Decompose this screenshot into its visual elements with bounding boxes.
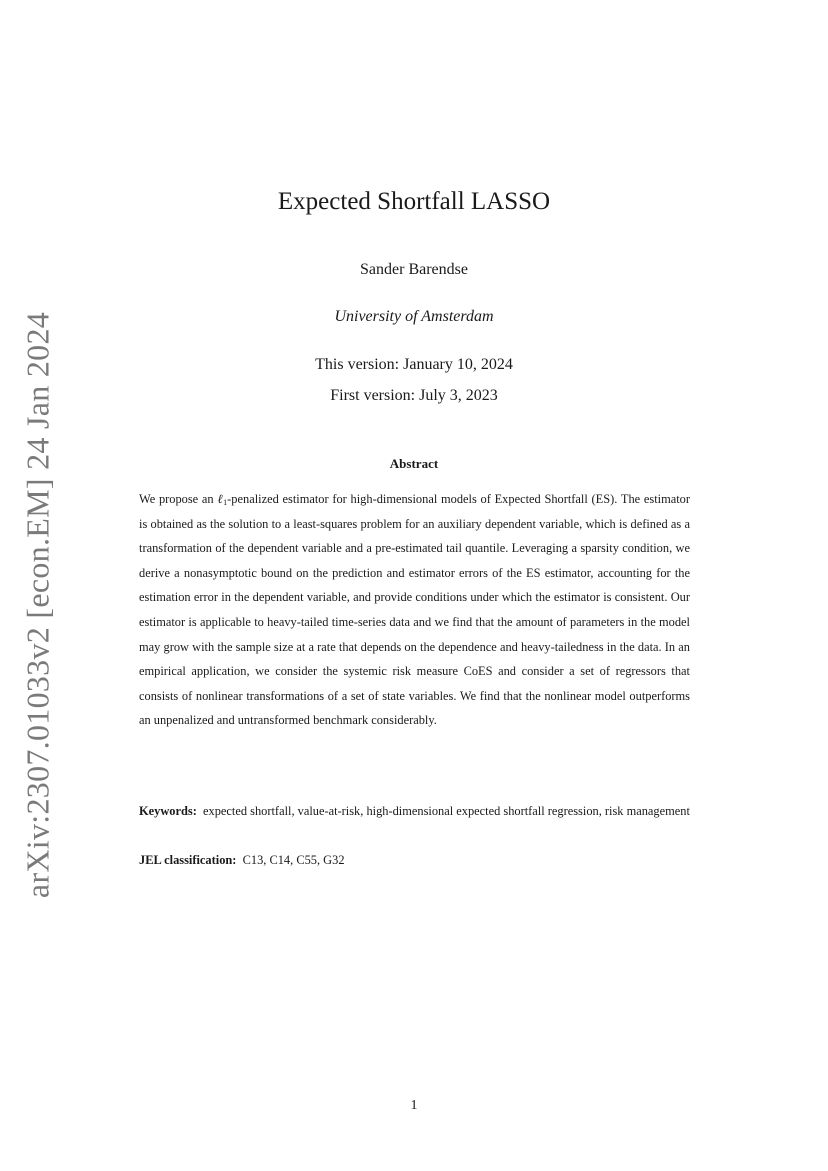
keywords-section [139, 799, 690, 824]
author-affiliation: University of Amsterdam [334, 308, 494, 325]
version-current: This version: January 10, 2024 [315, 356, 513, 373]
page-number: 1 [410, 1098, 418, 1113]
abstract-body [139, 487, 690, 733]
jel-label: JEL classification: [139, 853, 237, 867]
paper-title: Expected Shortfall LASSO [277, 188, 551, 215]
jel-section [139, 848, 690, 873]
abstract-prefix: We propose an [139, 492, 218, 506]
version-first: First version: July 3, 2023 [330, 387, 498, 404]
arxiv-identifier-stamp: arXiv:2307.01033v2 [econ.EM] 24 Jan 2024 [19, 311, 56, 899]
ell-subscript: 1 [223, 498, 228, 507]
abstract-heading: Abstract [389, 456, 439, 471]
ell-symbol: ℓ [217, 492, 224, 506]
keywords-text: expected shortfall, value-at-risk, high-dimensional expected shortfall regression, risk management [203, 804, 690, 818]
abstract-text: -penalized estimator for high-dimensional models of Expected Shortfall (ES). The estimator is obtained as the solution to a least-squares problem for an auxiliary dependent variable, which is defined as a transformation of the dependent variable and a pre-estimated tail quantile. Leveraging a sparsity condition, we derive a nonasymptotic bound on the prediction and estimator errors of the ES estimator, accounting for the estimation error in the dependent variable, and provide conditions under which the estimator is consistent. Our estimator is applicable to heavy-tailed time-series data and we find that the amount of parameters in the model may grow with the sample size at a rate that depends on the dependence and heavy-tailedness in the data. In an empirical application, we consider the systemic risk measure CoES and consider a set of regressors that consists of nonlinear transformations of a set of state variables. We find that the nonlinear model outperforms an unpenalized and untransformed benchmark considerably. [139, 492, 690, 728]
jel-codes: C13, C14, C55, G32 [242, 853, 345, 867]
keywords-label: Keywords: [139, 804, 197, 818]
author-name: Sander Barendse [360, 261, 468, 278]
